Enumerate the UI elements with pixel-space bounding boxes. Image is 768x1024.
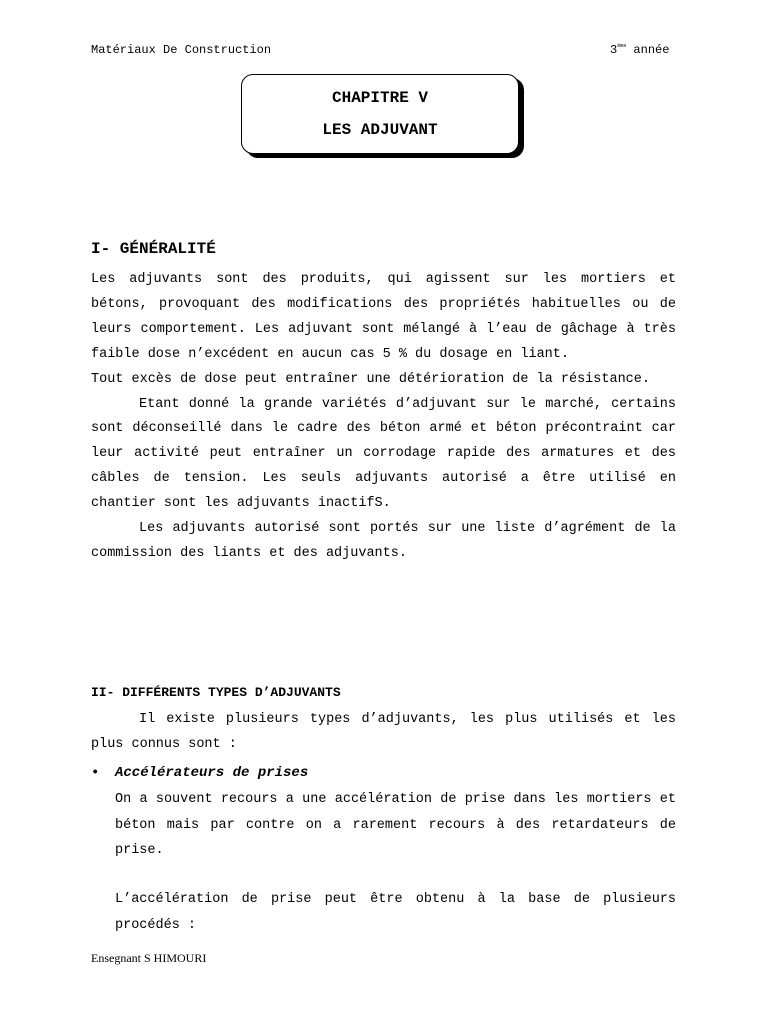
section-2-intro <box>91 708 676 758</box>
paragraph: Les adjuvants autorisé sont portés sur une liste d’agrément de la commission des liants et des adjuvants. <box>91 521 676 561</box>
bullet-item <box>91 765 308 781</box>
bullet-paragraph <box>115 887 676 938</box>
chapter-title: LES ADJUVANT <box>322 121 438 139</box>
paragraph: L’accélération de prise peut être obtenu à la base de plusieurs procédés : <box>115 892 676 933</box>
section-1-heading: I- GÉNÉRALITÉ <box>91 240 216 258</box>
footer-teacher: Ensegnant S HIMOURI <box>91 951 207 965</box>
chapter-number: CHAPITRE V <box>331 89 428 107</box>
header-year-number: 3 <box>610 43 618 57</box>
section-2-heading: II- DIFFÉRENTS TYPES D’ADJUVANTS <box>91 685 341 700</box>
chapter-title-box <box>241 74 519 154</box>
bullet-title: Accélérateurs de prises <box>115 765 309 781</box>
header-year-word: année <box>633 43 670 57</box>
paragraph: Tout excès de dose peut entraîner une détérioration de la résistance. <box>91 371 650 387</box>
paragraph: On a souvent recours a une accélération de prise dans les mortiers et béton mais par contre on a rarement recours à des retardateurs de prise. <box>115 792 676 859</box>
header-year-suffix: ème <box>617 43 627 49</box>
header-course-title: Matériaux De Construction <box>91 43 272 57</box>
header-year <box>610 43 669 57</box>
bullet-icon: • <box>91 765 100 781</box>
paragraph: Les adjuvants sont des produits, qui agissent sur les mortiers et bétons, provoquant des modifications des propriétés habituelles ou de leurs comportement. Les adjuvant sont mélangé à l’eau de gâchage à très faible dose n’excédent en aucun cas 5 % du dosage en liant. <box>91 272 676 362</box>
paragraph: Etant donné la grande variétés d’adjuvant sur le marché, certains sont déconseillé dans le cadre des béton armé et béton précontraint car leur activité peut entraîner un corrodage rapide des armatures et des câbles de tension. Les seuls adjuvants autorisé a être utilisé en chantier sont les adjuvants inactifS. <box>91 396 676 512</box>
section-1-body <box>91 268 676 567</box>
bullet-paragraph <box>115 787 676 864</box>
paragraph: Il existe plusieurs types d’adjuvants, les plus utilisés et les plus connus sont : <box>91 712 676 752</box>
